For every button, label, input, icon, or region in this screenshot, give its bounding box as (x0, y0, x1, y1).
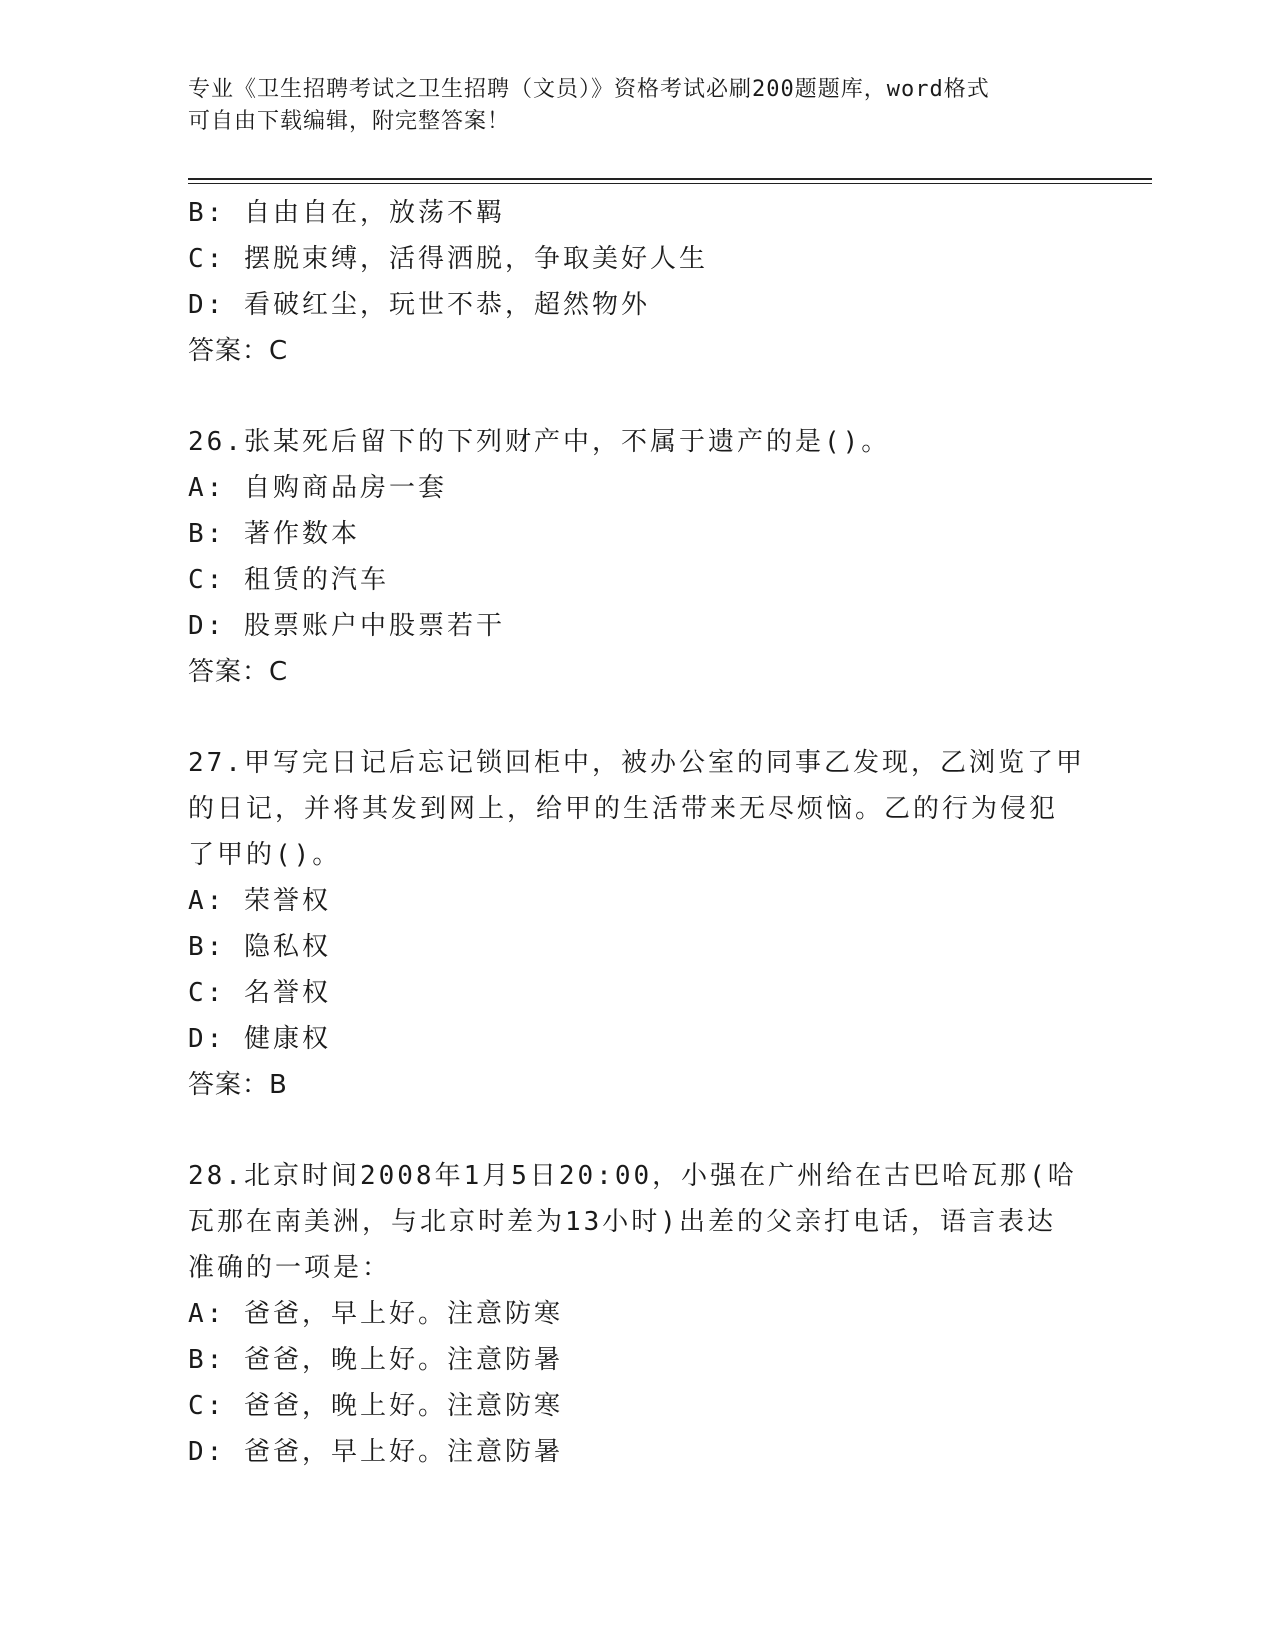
header-title-line-2: 可自由下载编辑，附完整答案！ (188, 109, 511, 134)
question-26 (188, 419, 1088, 695)
spacer (188, 374, 1088, 419)
spacer (188, 1108, 1088, 1153)
option-b: B: 自由自在，放荡不羁 (188, 198, 505, 228)
question-stem-line-1: 27.甲写完日记后忘记锁回柜中，被办公室的同事乙发现，乙浏览了甲 (188, 748, 1085, 778)
option-d: D: 健康权 (188, 1024, 331, 1054)
option-a: A: 荣誉权 (188, 886, 331, 916)
answer-line: 答案：C (188, 657, 289, 687)
option-a: A: 自购商品房一套 (188, 473, 447, 503)
option-b: B: 著作数本 (188, 519, 360, 549)
header-divider-thick (188, 178, 1152, 180)
question-stem-line-3: 准确的一项是： (188, 1253, 392, 1283)
option-c: C: 名誉权 (188, 978, 331, 1008)
spacer (188, 695, 1088, 740)
option-c: C: 摆脱束缚，活得洒脱，争取美好人生 (188, 244, 708, 274)
question-stem-line-3: 了甲的()。 (188, 840, 342, 870)
question-stem-line-2: 的日记，并将其发到网上，给甲的生活带来无尽烦恼。乙的行为侵犯 (188, 794, 1059, 824)
document-header (188, 74, 1088, 138)
option-d: D: 看破红尘，玩世不恭，超然物外 (188, 290, 650, 320)
option-c: C: 租赁的汽车 (188, 565, 389, 595)
question-stem-line-1: 28.北京时间2008年1月5日20:00，小强在广州给在古巴哈瓦那(哈 (188, 1161, 1077, 1191)
option-a: A: 爸爸，早上好。注意防寒 (188, 1299, 563, 1329)
header-title-line-1: 专业《卫生招聘考试之卫生招聘（文员）》资格考试必刷200题题库，word格式 (188, 77, 990, 102)
option-c: C: 爸爸，晚上好。注意防寒 (188, 1391, 563, 1421)
question-stem: 26.张某死后留下的下列财产中，不属于遗产的是()。 (188, 427, 891, 457)
document-body (188, 190, 1088, 1475)
answer-line: 答案：C (188, 336, 289, 366)
question-27 (188, 740, 1088, 1108)
option-d: D: 爸爸，早上好。注意防暑 (188, 1437, 563, 1467)
option-b: B: 爸爸，晚上好。注意防暑 (188, 1345, 563, 1375)
option-d: D: 股票账户中股票若干 (188, 611, 505, 641)
option-b: B: 隐私权 (188, 932, 331, 962)
question-25-tail (188, 190, 1088, 374)
answer-line: 答案：B (188, 1070, 288, 1100)
question-stem-line-2: 瓦那在南美洲，与北京时差为13小时)出差的父亲打电话，语言表达 (188, 1207, 1056, 1237)
question-28 (188, 1153, 1088, 1475)
header-divider-thin (188, 183, 1152, 184)
